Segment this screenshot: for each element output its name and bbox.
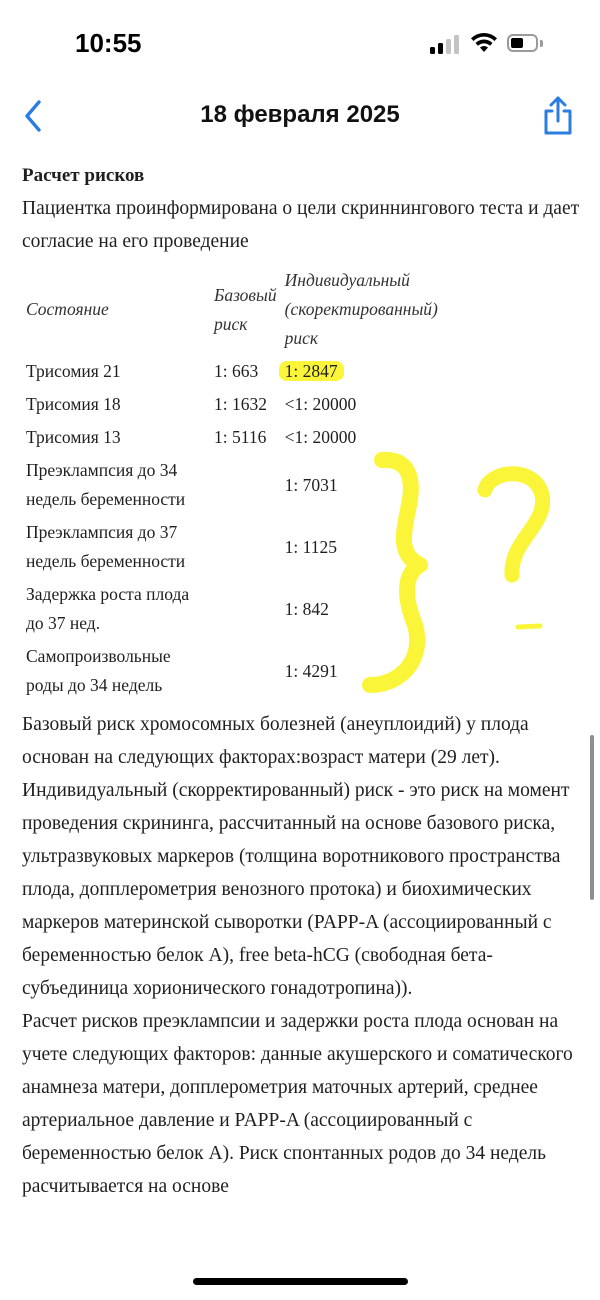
row-base-risk (210, 640, 281, 702)
row-base-risk: 1: 1632 (214, 394, 267, 414)
document-content (22, 160, 582, 1203)
home-indicator[interactable] (193, 1278, 408, 1285)
row-condition: Задержка роста плода до 37 нед. (26, 584, 190, 633)
row-condition: Самопроизвольные роды до 34 недель (26, 646, 171, 695)
row-base-risk: 1: 5116 (214, 427, 267, 447)
row-individual-risk (281, 355, 459, 388)
preeclampsia-explanation: Расчет рисков преэклампсии и задержки роста плода основан на учете следующих факторов: данные акушерского и соматического анамнеза матери, допплерометрия маточных артерий, среднее артериальное давление и PAPP-A (ассоциированный с беременностью белок А). Риск спонтанных родов до 34 недель расчитывается на основе (22, 1011, 573, 1197)
table-row (22, 454, 459, 516)
highlighted-value: 1: 2847 (279, 361, 344, 381)
row-condition: Трисомия 13 (26, 427, 121, 447)
header-individual-risk: Индивидуальный (скоректированный) риск (284, 270, 438, 348)
table-row (22, 355, 459, 388)
row-base-risk: 1: 663 (214, 361, 259, 381)
base-risk-explanation: Базовый риск хромосомных болезней (анеуплоидий) у плода основан на следующих факторах:возраст матери (29 лет). Индивидуальный (скорректированный) риск - это риск на момент проведения скрининга, рассчитанный на основе базового риска, ультразвуковых маркеров (толщина воротникового пространства плода, допплерометрия венозного протока) и биохимических маркеров материнской сыворотки (PAPP-A (ассоциированный с беременностью белок А), free beta-hCG (свободная бета-субъединица хорионического гонадотропина)). (22, 714, 570, 999)
page-title: 18 февраля 2025 (200, 101, 400, 128)
table-row (22, 578, 459, 640)
row-individual-risk: <1: 20000 (284, 427, 357, 447)
status-bar (0, 0, 600, 90)
chevron-left-icon[interactable] (18, 96, 50, 136)
content-fade (0, 1236, 600, 1266)
scrollbar[interactable] (590, 735, 594, 900)
table-row (22, 421, 459, 454)
row-individual-risk: 1: 1125 (284, 536, 337, 557)
battery-icon (507, 34, 543, 54)
status-time: 10:55 (75, 28, 142, 58)
cellular-signal-icon (430, 34, 462, 54)
row-base-risk (210, 578, 281, 640)
row-condition: Трисомия 18 (26, 394, 121, 414)
row-individual-risk: 1: 842 (284, 598, 329, 619)
row-individual-risk: 1: 7031 (284, 474, 338, 495)
row-base-risk (210, 516, 281, 578)
header-condition: Состояние (26, 299, 109, 319)
header-base-risk: Базовый риск (214, 284, 277, 334)
risk-table-header (22, 264, 459, 355)
row-condition: Преэклампсия до 37 недель беременности (26, 522, 186, 571)
section-title: Расчет рисков (22, 165, 145, 186)
row-base-risk (210, 454, 281, 516)
row-condition: Преэклампсия до 34 недель беременности (26, 460, 186, 509)
row-condition: Трисомия 21 (26, 361, 121, 381)
row-individual-risk: <1: 20000 (284, 394, 357, 414)
share-icon[interactable] (540, 94, 576, 138)
table-row (22, 516, 459, 578)
wifi-icon (470, 32, 498, 54)
navigation-bar (0, 90, 600, 150)
row-individual-risk: 1: 4291 (284, 660, 338, 681)
consent-text: Пациентка проинформирована о цели скриннингового теста и дает согласие на его проведение (22, 198, 580, 252)
risk-table (22, 264, 459, 702)
table-row (22, 640, 459, 702)
table-row (22, 388, 459, 421)
